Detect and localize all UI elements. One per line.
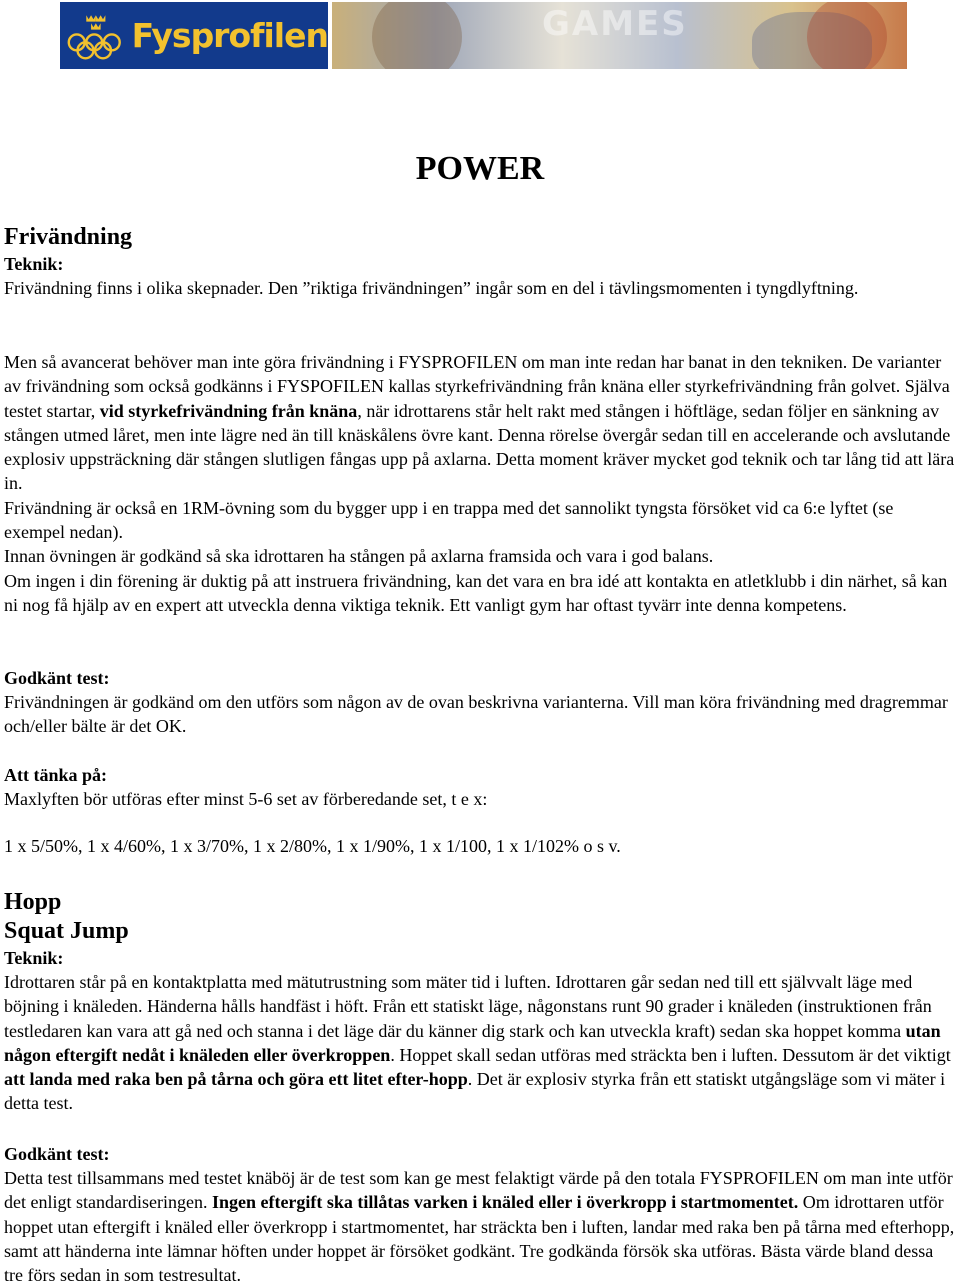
banner-artwork — [332, 2, 907, 69]
godkant-text: Frivändningen är godkänd om den utförs som någon av de ovan beskrivna varianterna. Vill man köra frivändning med dragremmar och/eller bälte är det OK. — [4, 692, 948, 737]
tanka-label: Att tänka på: — [4, 765, 108, 785]
fysprofilen-logo — [60, 2, 328, 69]
hopp-teknik-text: Idrottaren står på en kontaktplatta med mätutrustning som mäter tid i luften. Idrottaren går sedan ned till ett självvalt läge med böjning i knäleden. Händerna hålls handfäst i höft. Från ett statiskt läge, någonstans runt 90 grader i knäleden (instruktionen från testledaren kan vara att gå ned och stanna i det läge där du känner dig stark och kan utveckla kraft) sedan ska hoppet komma utan någon eftergift nedåt i knäleden eller överkroppen. Hoppet skall sedan utföras med sträckta ben i luften. Dessutom är det viktigt att landa med raka ben på tårna och göra ett litet efter-hopp. Det är explosiv styrka från ett statiskt utgångsläge som vi mäter i detta test. — [4, 972, 951, 1114]
frivandning-club-paragraph: Om ingen i din förening är duktig på att instruera frivändning, kan det vara en bra idé att kontakta en atletklubb i din närhet, så kan ni nog få hjälp av en expert att utveckla denna viktiga teknik. Ett vanligt gym har oftast tyvärr inte denna kompetens. — [4, 570, 948, 615]
frivandning-section — [4, 223, 956, 300]
teknik-label: Teknik: — [4, 254, 64, 274]
olympic-crowns-emblem-icon — [64, 6, 128, 66]
frivandning-tanka — [4, 763, 956, 811]
hopp-teknik-label: Teknik: — [4, 948, 64, 968]
page-title: POWER — [415, 150, 545, 187]
sets-line — [4, 834, 956, 858]
hopp-godkant-label: Godkänt test: — [4, 1144, 110, 1164]
squat-jump-heading: Squat Jump — [4, 918, 129, 944]
frivandning-paragraph: Men så avancerat behöver man inte göra frivändning i FYSPROFILEN om man inte redan har banat in den tekniken. De varianter av frivändning som också godkänns i FYSPOFILEN kallas styrkefrivändning från knäna eller styrkefrivändning från golvet. Själva testet startar, vid styrkefrivändning från knäna, när idrottarens står helt rakt med stången i höftläge, sedan följer en sänkning av stången utmed låret, men inte lägre ned än till knäskålens övre kant. Denna rörelse övergår sedan till en accelerande och avslutande explosiv uppsträckning där stången slutligen fångas upp på axlarna. Detta moment kräver mycket god teknik och tar lång tid att lära in. — [4, 352, 955, 494]
header-banner — [60, 2, 907, 69]
hopp-section — [4, 888, 956, 1116]
frivandning-1rm-paragraph: Frivändning är också en 1RM-övning som du bygger upp i en trappa med det sannolikt tyngsta försöket vid ca 6:e lyftet (se exempel nedan). — [4, 497, 894, 543]
hopp-godkant — [4, 1142, 956, 1287]
frivandning-godkant — [4, 666, 956, 739]
frivandning-body — [4, 350, 956, 617]
banner-ghost-text: GAMES — [542, 4, 688, 44]
frivandning-heading: Frivändning — [4, 224, 133, 250]
tanka-text: Maxlyften bör utföras efter minst 5-6 set av förberedande set, t e x: — [4, 789, 488, 809]
hopp-heading: Hopp — [4, 889, 62, 915]
frivandning-intro: Frivändning finns i olika skepnader. Den ”riktiga frivändningen” ingår som en del i tävlingsmomenten i tyngdlyftning. — [4, 278, 859, 298]
sets-text: 1 x 5/50%, 1 x 4/60%, 1 x 3/70%, 1 x 2/80%, 1 x 1/90%, 1 x 1/100, 1 x 1/102% o s v. — [4, 836, 621, 856]
frivandning-balance-paragraph: Innan övningen är godkänd så ska idrottaren ha stången på axlarna framsida och vara i god balans. — [4, 546, 714, 567]
hopp-godkant-text: Detta test tillsammans med testet knäböj är de test som kan ge mest felaktigt värde på den totala FYSPROFILEN om man inte utför det enligt standardiseringen. Ingen eftergift ska tillåtas varken i knäled eller i överkropp i startmomentet. Om idrottaren utför hoppet utan eftergift i knäled eller överkropp i startmomentet, har sträckta ben i luften, landar med raka ben på tårna med efterhopp, samt att händerna inte lämnar höften under hoppet är försöket godkänt. Tre godkända försök ska utföras. Bästa värde bland dessa tre förs sedan in som testresultat. — [4, 1168, 955, 1286]
logo-text: Fysprofilen — [131, 16, 328, 55]
godkant-label: Godkänt test: — [4, 668, 110, 688]
